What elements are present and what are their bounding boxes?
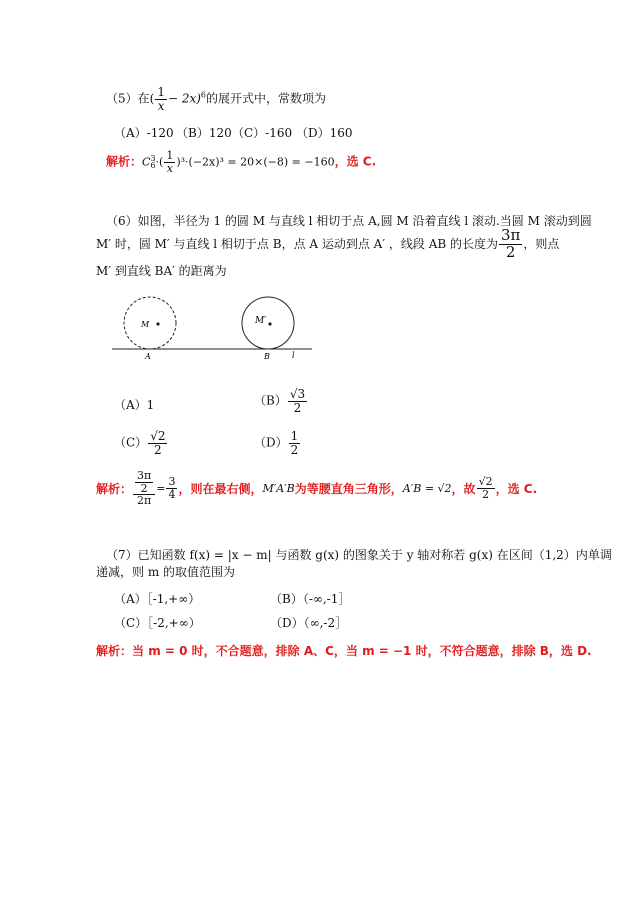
q6-sol-eq: = xyxy=(156,481,166,495)
q6-sol-text1: ，则在最右侧， xyxy=(178,481,263,496)
q6-line2-pre: M′ 时，圆 M′ 与直线 l 相切于点 B，点 A 运动到点 A′ ，线段 AB 的长度为 xyxy=(96,236,498,251)
q6-sol-final-num: √2 xyxy=(478,475,493,489)
circle-m-dashed xyxy=(124,297,176,349)
q7-option-b: （B）（-∞,-1］ xyxy=(270,592,351,606)
q7-option-d: （D）（∞,-2］ xyxy=(270,616,348,630)
q7-option-c: （C）［-2,+∞） xyxy=(114,616,201,630)
q6-line2-frac xyxy=(499,228,522,261)
label-b: B xyxy=(264,352,270,361)
q6-sol-inner-frac xyxy=(135,470,153,494)
q5-stem-pre: 在( xyxy=(137,91,155,106)
q6-option-b-frac xyxy=(288,388,307,414)
q6-number: （6） xyxy=(106,214,138,228)
q6-sol-final-frac xyxy=(477,476,495,500)
q6-line3: M′ 到直线 BA′ 的距离为 xyxy=(96,264,227,278)
q5-frac-den: x xyxy=(157,98,165,113)
q6-option-c-frac xyxy=(148,430,167,456)
q6-line1-text: 如图，半径为 1 的圆 M 与直线 l 相切于点 A,圆 M 沿着直线 l 滚动.当圆 M 滚动到圆 xyxy=(137,214,592,228)
q5-stem xyxy=(106,86,326,112)
q6-line2-post: ，则点 xyxy=(523,236,560,251)
q5-power: 6 xyxy=(200,90,207,100)
q7-solution-label: 解析： xyxy=(96,644,133,658)
q6-option-b xyxy=(254,388,308,414)
q5-sol-sup: 3 xyxy=(150,153,156,163)
q6-option-c xyxy=(114,430,168,456)
q6-sol-text2: 为等腰直角三角形， xyxy=(294,481,403,496)
q5-sol-sub: 6 xyxy=(150,161,156,171)
q6-option-a: （A）1 xyxy=(114,398,155,412)
q6-sol-final-den: 2 xyxy=(482,487,490,501)
label-a: A xyxy=(145,352,151,361)
q5-sol-c: C xyxy=(142,155,151,169)
q5-sol-tail: )³·(−2x)³ = 20×(−8) = −160 xyxy=(176,155,335,169)
q6-sol-res-frac xyxy=(166,476,177,500)
q5-option-a: （A）-120 xyxy=(114,126,174,140)
q7-solution-text: 当 m = 0 时，不合题意，排除 A、C，当 m = −1 时，不符合题意，排除 B，选 D. xyxy=(132,644,592,658)
label-m: M xyxy=(141,320,150,329)
q6-option-c-label: （C） xyxy=(114,435,148,450)
q7-number: （7） xyxy=(106,548,138,562)
rolling-circle-figure xyxy=(112,296,312,366)
q6-option-d-den: 2 xyxy=(290,442,299,457)
q6-sol-text4: ，选 C. xyxy=(495,481,538,496)
q6-sol-compound-num xyxy=(133,470,155,495)
q5-option-d: （D）160 xyxy=(296,126,353,140)
q6-sol-compound-frac xyxy=(133,470,155,507)
circle-m-prime xyxy=(242,297,294,349)
q6-sol-inner-num: 3π xyxy=(137,469,152,482)
center-m-dot xyxy=(156,322,159,325)
q6-option-c-den: 2 xyxy=(154,442,162,457)
q6-sol-res-den: 4 xyxy=(168,487,176,501)
q5-option-b: （B）120 xyxy=(176,126,232,140)
q6-sol-inner-den: 2 xyxy=(140,481,148,495)
q6-sol-outer-den: 2π xyxy=(137,494,152,508)
q6-option-b-label: （B） xyxy=(254,393,287,408)
q5-number: （5） xyxy=(106,91,138,106)
q5-frac-num: 1 xyxy=(157,85,165,99)
q5-sol-mid: ·( xyxy=(155,155,164,169)
q6-option-d xyxy=(254,430,301,456)
q6-option-b-num: √3 xyxy=(289,387,306,401)
q5-solution-label: 解析： xyxy=(106,154,143,169)
q5-fraction xyxy=(155,86,167,112)
q6-option-d-num: 1 xyxy=(290,429,299,443)
q5-stem-post: 的展开式中，常数项为 xyxy=(206,91,327,106)
q6-option-d-frac xyxy=(289,430,301,456)
q6-sol-ab: A′B = √2 xyxy=(402,481,452,495)
q5-stem-mid: − 2x) xyxy=(167,91,201,106)
label-l: l xyxy=(292,351,295,360)
q7-option-a: （A）［-1,+∞） xyxy=(114,592,201,606)
q7-line2: 递减，则 m 的取值范围为 xyxy=(96,565,236,579)
q5-option-c: （C）-160 xyxy=(232,126,293,140)
q7-line1 xyxy=(106,546,612,563)
q6-line2-frac-num: 3π xyxy=(501,226,521,244)
q6-option-d-label: （D） xyxy=(254,435,288,450)
q7-solution xyxy=(96,642,592,659)
q7-line1-text: 已知函数 f(x) = |x − m| 与函数 g(x) 的图象关于 y 轴对称若 g(x) 在区间（1,2）内单调 xyxy=(137,548,612,562)
center-m-prime-dot xyxy=(268,322,271,325)
q6-option-c-num: √2 xyxy=(150,429,166,443)
q5-solution xyxy=(106,150,376,174)
q6-sol-res-num: 3 xyxy=(168,475,176,489)
q5-sol-frac-den: x xyxy=(166,161,173,175)
q6-solution-label: 解析： xyxy=(96,481,133,496)
q6-option-b-den: 2 xyxy=(293,400,302,415)
q5-sol-frac-num: 1 xyxy=(166,149,174,162)
label-m-prime: M′ xyxy=(255,316,267,326)
q6-diagram xyxy=(112,296,312,369)
q5-sol-end: ，选 C. xyxy=(334,154,377,169)
q6-sol-text3: ，故 xyxy=(451,481,476,496)
q6-line2-frac-den: 2 xyxy=(505,242,516,261)
q6-line2 xyxy=(96,228,559,261)
q6-sol-tri: M′A′B xyxy=(262,481,295,495)
q5-sol-frac xyxy=(164,150,175,174)
q6-solution xyxy=(96,470,537,507)
